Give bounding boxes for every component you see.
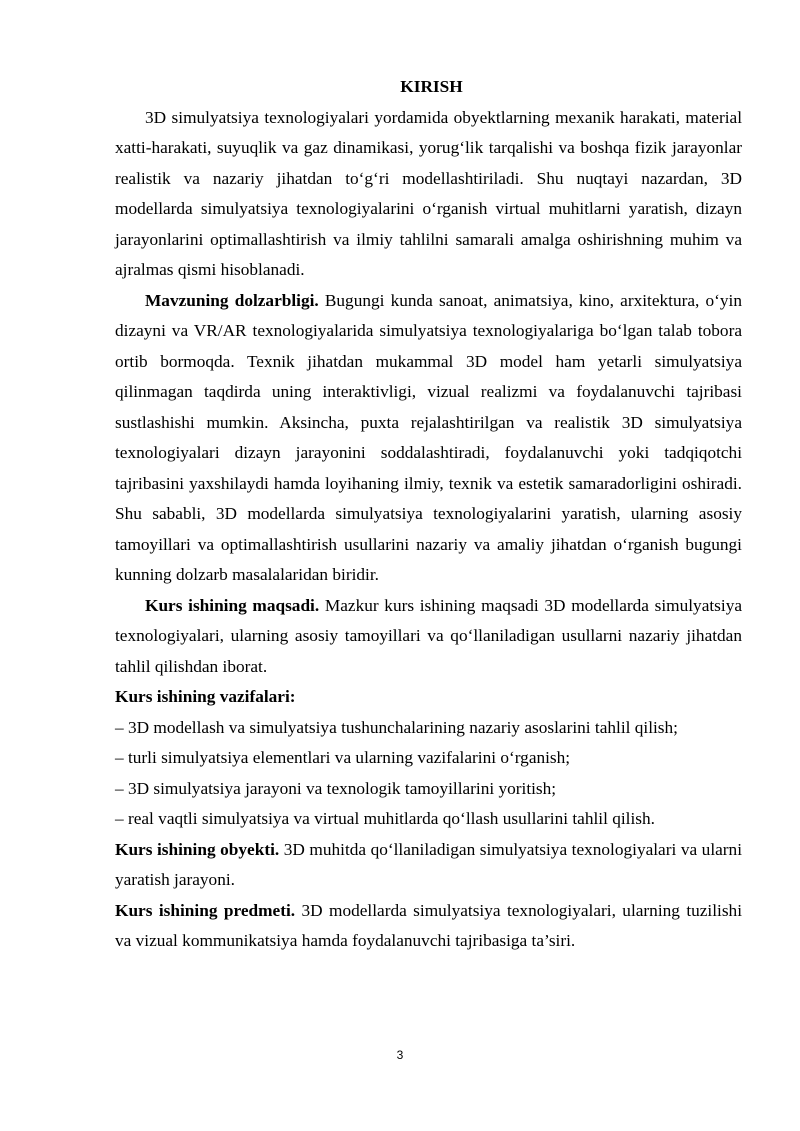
goal-paragraph	[115, 591, 742, 683]
page-number: 3	[396, 1048, 404, 1062]
relevance-paragraph	[115, 286, 742, 591]
goal-heading: Kurs ishining maqsadi.	[145, 595, 320, 615]
intro-paragraph: 3D simulyatsiya texnologiyalari yordamida obyektlarning mexanik harakati, material xatti-harakati, suyuqlik va gaz dinamikasi, yorug‘lik tarqalishi va boshqa fizik jarayonlar realistik va nazariy jihatdan to‘g‘ri modellashtiriladi. Shu nuqtayi nazardan, 3D modellarda simulyatsiya texnologiyalarini o‘rganish virtual muhitlarni yaratish, dizayn jarayonlarini optimallashtirish va ilmiy tahlilni samarali amalga oshirishning muhim va ajralmas qismi hisoblanadi.	[115, 107, 742, 279]
object-text: 3D muhitda qo‘llaniladigan simulyatsiya texnologiyalari va ularni yaratish jarayoni.	[115, 839, 742, 889]
task-item: – 3D modellash va simulyatsiya tushunchalarining nazariy asoslarini tahlil qilish;	[115, 717, 678, 737]
document-page	[115, 72, 742, 957]
goal-text: Mazkur kurs ishining maqsadi 3D modellarda simulyatsiya texnologiyalari, ularning asosiy tamoyillari va qo‘llaniladigan usullarni nazariy jihatdan tahlil qilishdan iborat.	[115, 595, 743, 676]
task-item: – real vaqtli simulyatsiya va virtual muhitlarda qo‘llash usullarini tahlil qilish.	[115, 809, 655, 828]
object-heading: Kurs ishining obyekti.	[115, 839, 280, 859]
object-paragraph	[115, 835, 742, 896]
task-item: – 3D simulyatsiya jarayoni va texnologik tamoyillarini yoritish;	[115, 778, 557, 798]
subject-paragraph	[115, 896, 742, 957]
relevance-heading: Mavzuning dolzarbligi.	[145, 290, 319, 310]
relevance-text: Bugungi kunda sanoat, animatsiya, kino, arxitektura, o‘yin dizayni va VR/AR texnologiyalarida simulyatsiya texnologiyalariga bo‘lgan talab tobora ortib bormoqda. Texnik jihatdan mukammal 3D model ham yetarli simulyatsiya qilinmagan taqdirda uning interaktivligi, vizual realizmi va foydalanuvchi tajribasi sustlashishi mumkin. Aksincha, puxta rejalashtirilgan va realistik 3D simulyatsiya texnologiyalari dizayn jarayonini soddalashtiradi, foydalanuvchi yoki tadqiqotchi tajribasini yaxshilaydi hamda loyihaning ilmiy, texnik va estetik samaradorligini oshiradi. Shu sababli, 3D modellarda simulyatsiya texnologiyalarini yaratish, ularning asosiy tamoyillari va optimallashtirish usullarini nazariy va amaliy jihatdan o‘rganish bugungi kunning dolzarb masalalaridan biridir.	[115, 290, 742, 584]
subject-heading: Kurs ishining predmeti.	[115, 900, 296, 920]
page-title: KIRISH	[400, 77, 463, 96]
tasks-heading: Kurs ishining vazifalari:	[115, 687, 296, 706]
subject-text: 3D modellarda simulyatsiya texnologiyalari, ularning tuzilishi va vizual kommunikatsiya hamda foydalanuvchi tajribasiga ta’siri.	[115, 900, 742, 950]
task-item: – turli simulyatsiya elementlari va ularning vazifalarini o‘rganish;	[115, 748, 571, 767]
